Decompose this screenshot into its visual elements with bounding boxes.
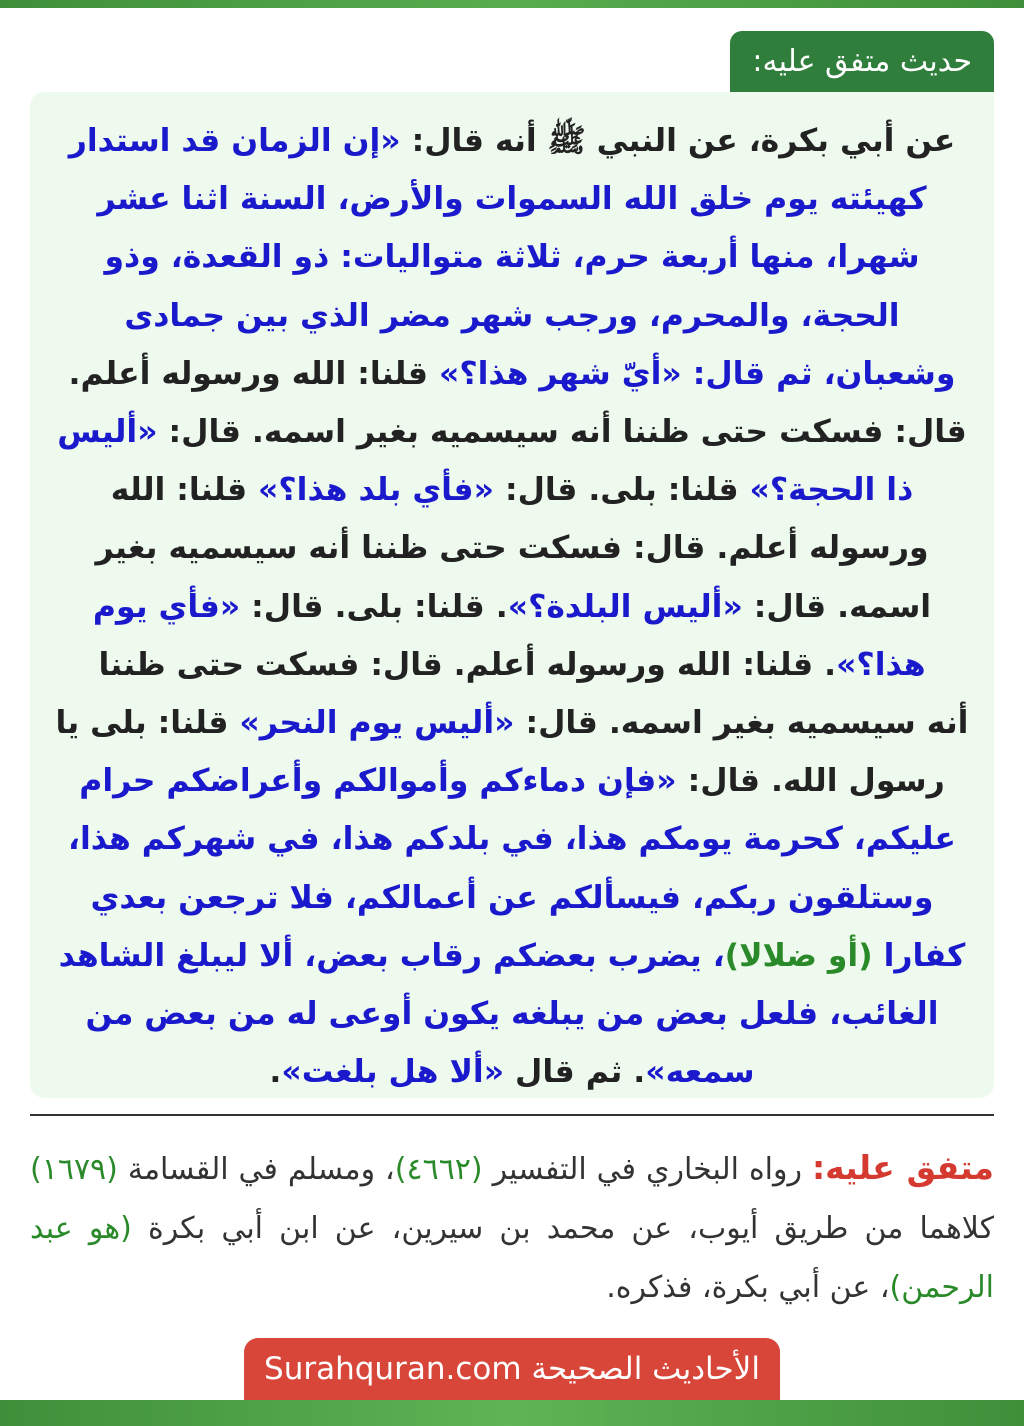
takhrij-text: رواه البخاري في التفسير xyxy=(482,1152,812,1187)
prophet-quote: «أليس يوم النحر» xyxy=(239,705,515,742)
prophet-quote: «فأي بلد هذا؟» xyxy=(258,472,494,509)
narration-text: عن أبي بكرة، عن النبي ﷺ أنه قال: xyxy=(400,123,956,159)
takhrij-text: ، ومسلم في القسامة xyxy=(117,1152,395,1187)
bottom-accent-bar xyxy=(0,1400,1024,1426)
narration-text: . ثم قال xyxy=(504,1054,646,1091)
variant-note: (أو ضلالا) xyxy=(724,937,873,974)
takhrij-text: ، عن أبي بكرة، فذكره. xyxy=(606,1270,890,1305)
agreed-upon-label: متفق عليه: xyxy=(811,1148,994,1187)
narrator-note: (هو عبد الرحمن) xyxy=(30,1211,994,1305)
narration-text: قلنا: الله ورسوله أعلم. قال: فسكت حتى ظننا أنه سيسميه بغير اسمه. قال: xyxy=(95,472,932,625)
narration-text: قلنا: بلى. قال: xyxy=(494,472,750,509)
narration-text: قلنا: الله ورسوله أعلم. قال: فسكت حتى ظننا أنه سيسميه بغير اسمه. قال: xyxy=(68,355,967,451)
takhrij-text: كلاهما من طريق أيوب، عن محمد بن سيرين، عن ابن أبي بكرة xyxy=(131,1211,994,1246)
narration-text: . قلنا: بلى. قال: xyxy=(240,588,508,625)
prophet-quote: «فإن دماءكم وأموالكم وأعراضكم حرام عليكم، كحرمة يومكم هذا، في بلدكم هذا، في شهركم هذا، وستلقون ربكم، فيسألكم عن أعمالكم، فلا ترجعن بعدي كفارا xyxy=(68,763,966,974)
prophet-quote: «أليس البلدة؟» xyxy=(507,588,743,625)
top-accent-bar xyxy=(0,0,1024,8)
prophet-quote: «ألا هل بلغت» xyxy=(281,1054,505,1091)
prophet-quote: «إن الزمان قد استدار كهيئته يوم خلق الله السموات والأرض، السنة اثنا عشر شهرا، منها أربعة حرم، ثلاثة متواليات: ذو القعدة، وذو الحجة، والمحرم، ورجب شهر مضر الذي بين جمادى وشعبان، ثم قال: «أيّ شهر هذا؟» xyxy=(68,123,956,392)
narration-text: أنه سيسميه بغير اسمه. قال: xyxy=(514,705,969,742)
bukhari-reference: (٤٦٦٢) xyxy=(394,1152,483,1187)
narration-text: قلنا: بلى يا رسول الله. قال: xyxy=(55,705,945,800)
hadith-type-badge: حديث متفق عليه: xyxy=(730,31,994,93)
hadith-text xyxy=(54,112,970,1101)
prophet-quote: «فأي يوم هذا؟» xyxy=(92,588,926,683)
hadith-panel xyxy=(30,92,994,1098)
prophet-quote: ، يضرب بعضكم رقاب بعض، ألا ليبلغ الشاهد الغائب، فلعل بعض من يبلغه يكون أوعى له من بعض من سمعه» xyxy=(58,937,939,1091)
section-divider xyxy=(30,1114,994,1116)
narration-text: . قلنا: الله ورسوله أعلم. قال: فسكت حتى ظننا xyxy=(98,646,837,683)
site-footer-badge[interactable]: الأحاديث الصحيحة Surahquran.com xyxy=(244,1338,780,1400)
narration-text: . xyxy=(269,1054,282,1091)
takhrij-paragraph xyxy=(30,1138,994,1317)
muslim-reference: (١٦٧٩) xyxy=(30,1152,118,1187)
prophet-quote: «أليس ذا الحجة؟» xyxy=(57,414,914,509)
